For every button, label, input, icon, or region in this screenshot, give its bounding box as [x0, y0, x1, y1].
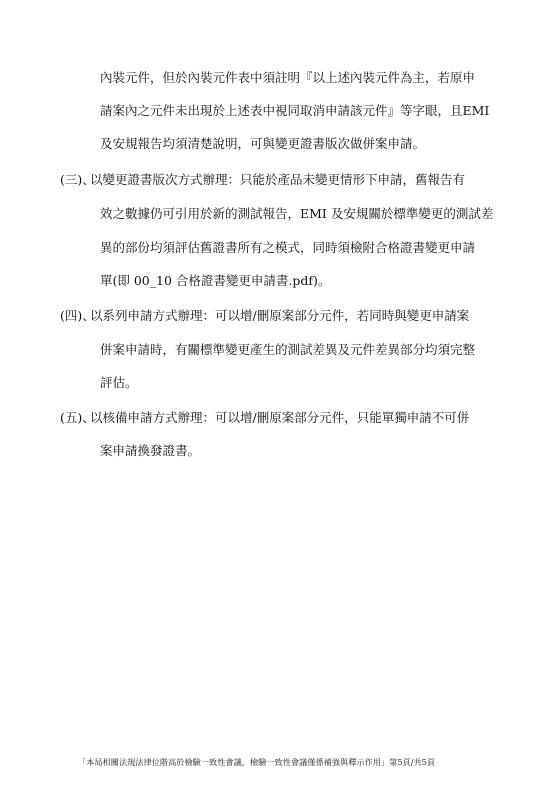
- list-marker: (三)、: [60, 172, 95, 187]
- body-line: 以系列申請方式辦理：可以增/刪原案部分元件，若同時與變更申請案: [90, 308, 470, 323]
- list-marker: (五)、: [60, 410, 95, 425]
- body-line: 請案內之元件未出現於上述表中視同取消申請該元件』等字眼，且EMI: [100, 103, 490, 118]
- body-line: 內裝元件，但於內裝元件表中須註明『以上述內裝元件為主，若原申: [100, 70, 476, 85]
- body-line: 單(即 00_10 合格證書變更申請書.pdf)。: [100, 273, 331, 288]
- body-line: 以核備申請方式辦理：可以增/刪原案部分元件，只能單獨申請不可併: [90, 410, 470, 425]
- body-line: 併案申請時，有關標準變更產生的測試差異及元件差異部分均須完整: [100, 342, 476, 357]
- body-line: 案申請換發證書。: [100, 443, 201, 458]
- body-line: 以變更證書版次方式辦理：只能於產品未變更情形下申請，舊報告有: [90, 172, 466, 187]
- body-line: 效之數據仍可引用於新的測試報告，EMI 及安規關於標準變更的測試差: [100, 206, 494, 221]
- body-line: 及安規報告均須清楚說明，可與變更證書版次做併案申請。: [100, 136, 426, 151]
- body-line: 評估。: [100, 375, 138, 390]
- body-line: 異的部份均須評估舊證書所有之模式，同時須檢附合格證書變更申請: [100, 240, 476, 255]
- list-marker: (四)、: [60, 308, 95, 323]
- page-footer: 「本局相關法規法律位階高於檢驗一致性會議，檢驗一致性會議僅係補強與釋示作用」第5頁/共5頁: [78, 757, 436, 767]
